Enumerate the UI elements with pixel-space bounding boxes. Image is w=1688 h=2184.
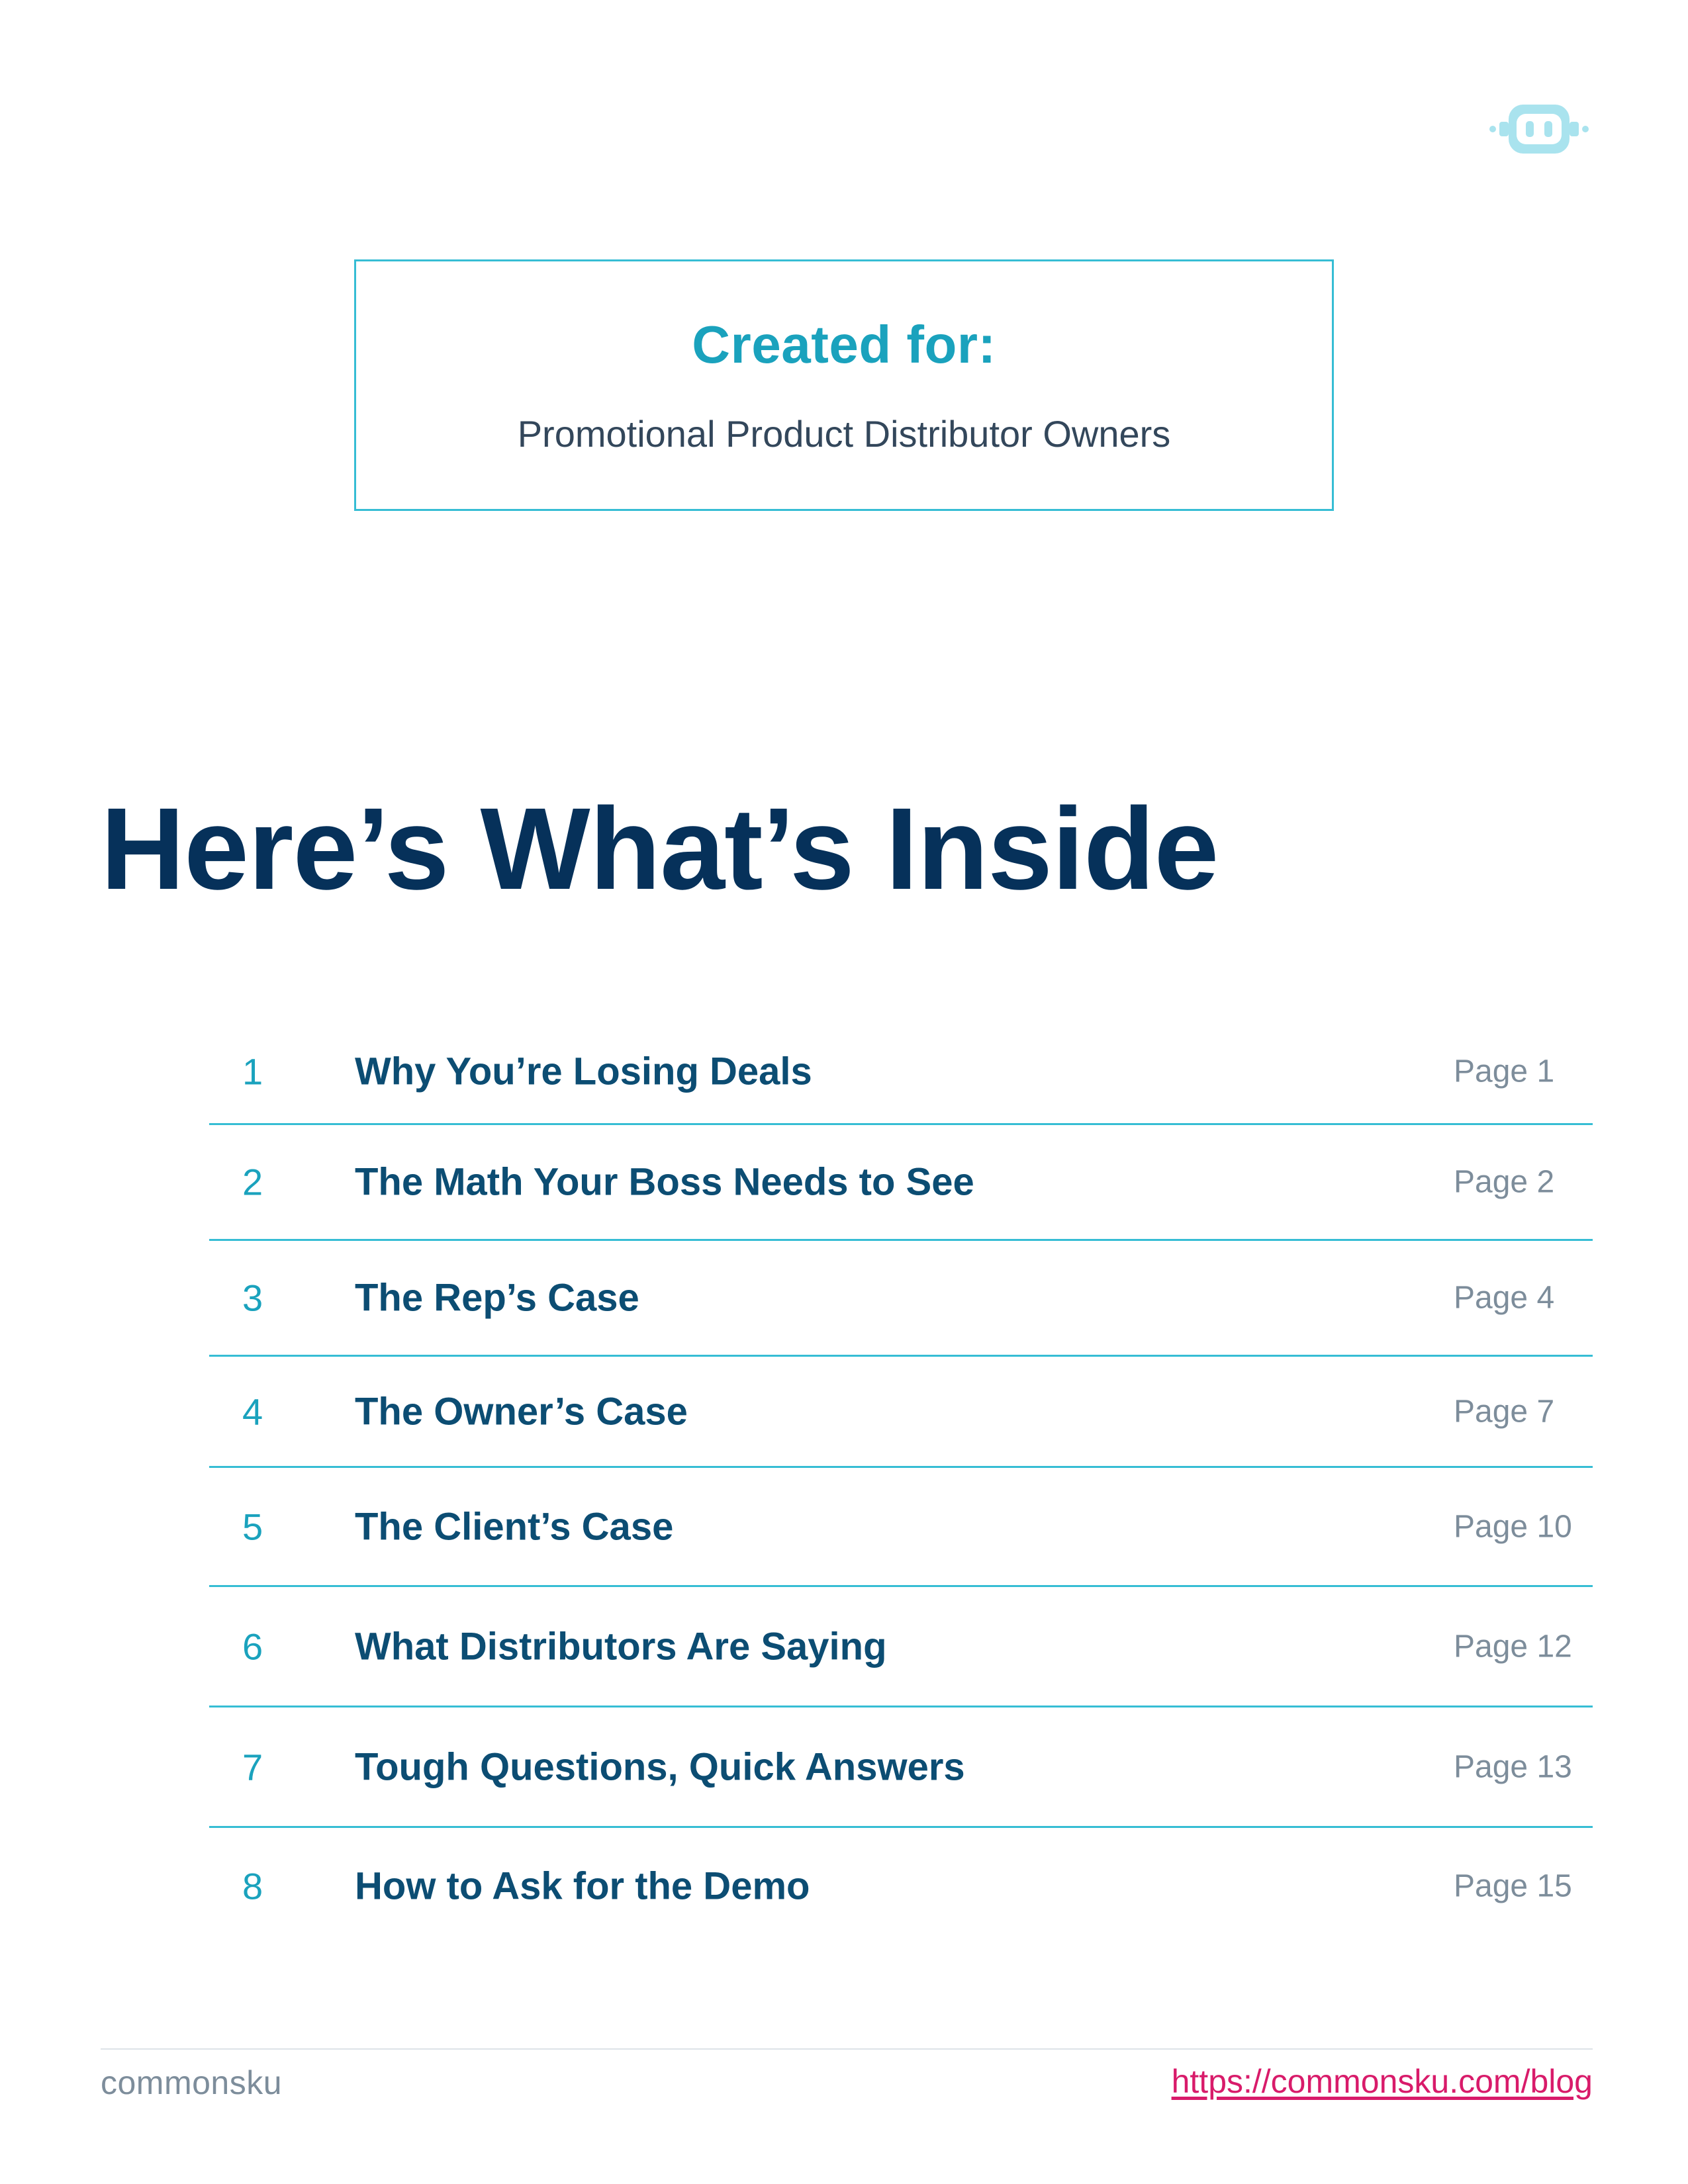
toc-title: The Math Your Boss Needs to See: [355, 1160, 974, 1204]
toc-row[interactable]: [209, 1468, 1593, 1587]
toc-row[interactable]: [209, 1019, 1593, 1125]
created-for-box: [354, 259, 1334, 511]
toc-title: What Distributors Are Saying: [355, 1625, 887, 1668]
toc-row[interactable]: [209, 1357, 1593, 1468]
toc-row[interactable]: [209, 1241, 1593, 1357]
toc-number: 2: [242, 1161, 263, 1203]
toc-page: Page 15: [1454, 1868, 1572, 1903]
blog-link[interactable]: https://commonsku.com/blog: [1171, 2063, 1593, 2100]
robot-logo-icon: [1486, 99, 1592, 159]
page-title: Here’s What’s Inside: [101, 784, 1219, 914]
toc-title: The Rep’s Case: [355, 1276, 639, 1320]
toc-title: The Owner’s Case: [355, 1390, 688, 1433]
toc-number: 3: [242, 1277, 263, 1319]
toc-page: Page 2: [1454, 1164, 1555, 1200]
toc-row[interactable]: [209, 1587, 1593, 1707]
toc-number: 1: [242, 1050, 263, 1092]
toc-title: Tough Questions, Quick Answers: [355, 1745, 965, 1788]
toc-number: 5: [242, 1506, 263, 1547]
toc-title: The Client’s Case: [355, 1505, 674, 1548]
created-for-audience: Promotional Product Distributor Owners: [517, 413, 1171, 455]
toc-page: Page 13: [1454, 1749, 1572, 1784]
toc-number: 7: [242, 1746, 263, 1788]
toc-page: Page 12: [1454, 1629, 1572, 1664]
toc-number: 4: [242, 1390, 263, 1432]
created-for-title: Created for:: [692, 315, 996, 374]
toc-page: Page 4: [1454, 1280, 1555, 1316]
toc-number: 8: [242, 1865, 263, 1907]
toc-row[interactable]: [209, 1828, 1593, 1944]
toc-row[interactable]: [209, 1707, 1593, 1828]
toc-page: Page 10: [1454, 1509, 1572, 1544]
toc-row[interactable]: [209, 1125, 1593, 1241]
footer-brand: commonsku: [101, 2064, 283, 2101]
toc-title: Why You’re Losing Deals: [355, 1050, 812, 1093]
footer-divider: [101, 2048, 1593, 2050]
toc-number: 6: [242, 1625, 263, 1667]
toc-page: Page 1: [1454, 1054, 1555, 1089]
table-of-contents: [209, 1019, 1593, 1944]
toc-page: Page 7: [1454, 1394, 1555, 1429]
toc-title: How to Ask for the Demo: [355, 1864, 810, 1907]
